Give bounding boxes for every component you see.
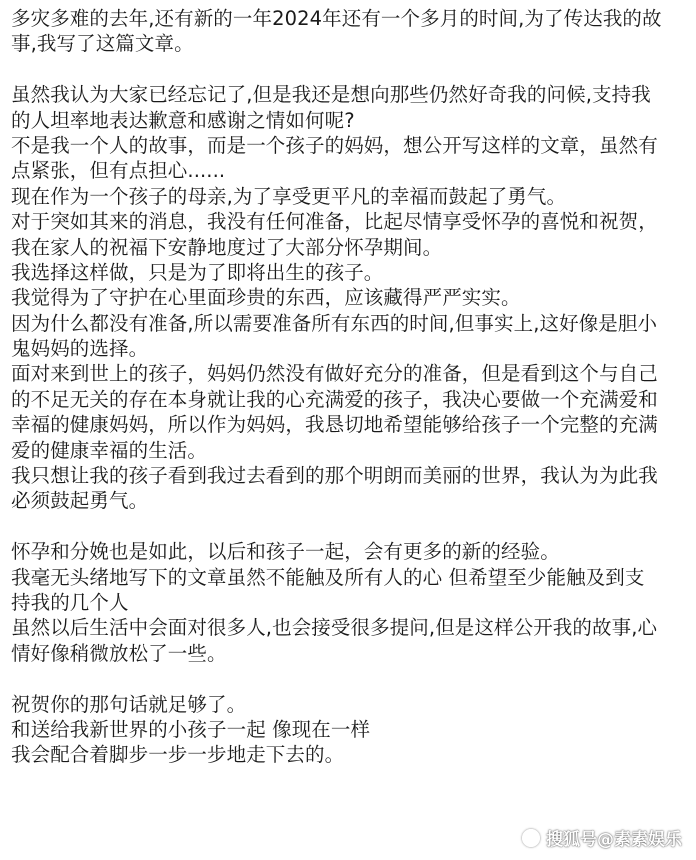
text-line: 我选择这样做，只是为了即将出生的孩子。 [11,260,384,284]
text-line: 鬼妈妈的选择。 [11,337,149,361]
text-line: 的不足无关的存在本身就让我的心充满爱的孩子，我决心要做一个充满爱和 [11,387,658,411]
text-line: 事,我写了这篇文章。 [11,32,194,56]
text-line: 现在作为一个孩子的母亲,为了享受更平凡的幸福而鼓起了勇气。 [11,184,567,208]
sohu-logo-icon [522,829,540,847]
paragraph-gap [11,514,691,539]
text-line: 面对来到世上的孩子，妈妈仍然没有做好充分的准备，但是看到这个与自己 [11,362,658,386]
article-body [11,6,691,768]
text-line: 我毫无头绪地写下的文章虽然不能触及所有人的心 但希望至少能触及到支 [11,565,645,589]
text-line: 怀孕和分娩也是如此，以后和孩子一起，会有更多的新的经验。 [11,540,560,564]
text-line: 点紧张，但有点担心...... [11,159,226,183]
text-line: 我在家人的祝福下安静地度过了大部分怀孕期间。 [11,235,443,259]
text-line: 爱的健康幸福的生活。 [11,438,208,462]
paragraph-gap [11,666,691,691]
text-line: 的人坦率地表达歉意和感谢之情如何呢? [11,108,355,132]
text-line: 虽然我认为大家已经忘记了,但是我还是想向那些仍然好奇我的问候,支持我 [11,83,651,107]
text-line: 我只想让我的孩子看到我过去看到的那个明朗而美丽的世界，我认为为此我 [11,464,658,488]
paragraph-gap [11,57,691,82]
text-line: 和送给我新世界的小孩子一起 像现在一样 [11,717,371,741]
text-line: 对于突如其来的消息，我没有任何准备，比起尽情享受怀孕的喜悦和祝贺， [11,210,658,234]
text-line: 必须鼓起勇气。 [11,489,149,513]
text-line: 我觉得为了守护在心里面珍贵的东西，应该藏得严严实实。 [11,286,521,310]
text-line: 持我的几个人 [11,590,129,614]
text-line: 祝贺你的那句话就足够了。 [11,692,247,716]
text-line: 情好像稍微放松了一些。 [11,641,227,665]
text-line: 幸福的健康妈妈，所以作为妈妈，我恳切地希望能够给孩子一个完整的充满 [11,413,658,437]
text-line: 多灾多难的去年,还有新的一年2024年还有一个多月的时间,为了传达我的故 [11,7,662,30]
text-line: 不是我一个人的故事，而是一个孩子的妈妈，想公开写这样的文章，虽然有 [11,133,658,157]
text-line: 因为什么都没有准备,所以需要准备所有东西的时间,但事实上,这好像是胆小 [11,311,658,335]
watermark-text: 搜狐号@素素娱乐 [546,830,682,850]
text-line: 我会配合着脚步一步一步地走下去的。 [11,743,345,767]
text-line: 虽然以后生活中会面对很多人,也会接受很多提问,但是这样公开我的故事,心 [11,616,658,640]
sohu-watermark [522,825,682,850]
